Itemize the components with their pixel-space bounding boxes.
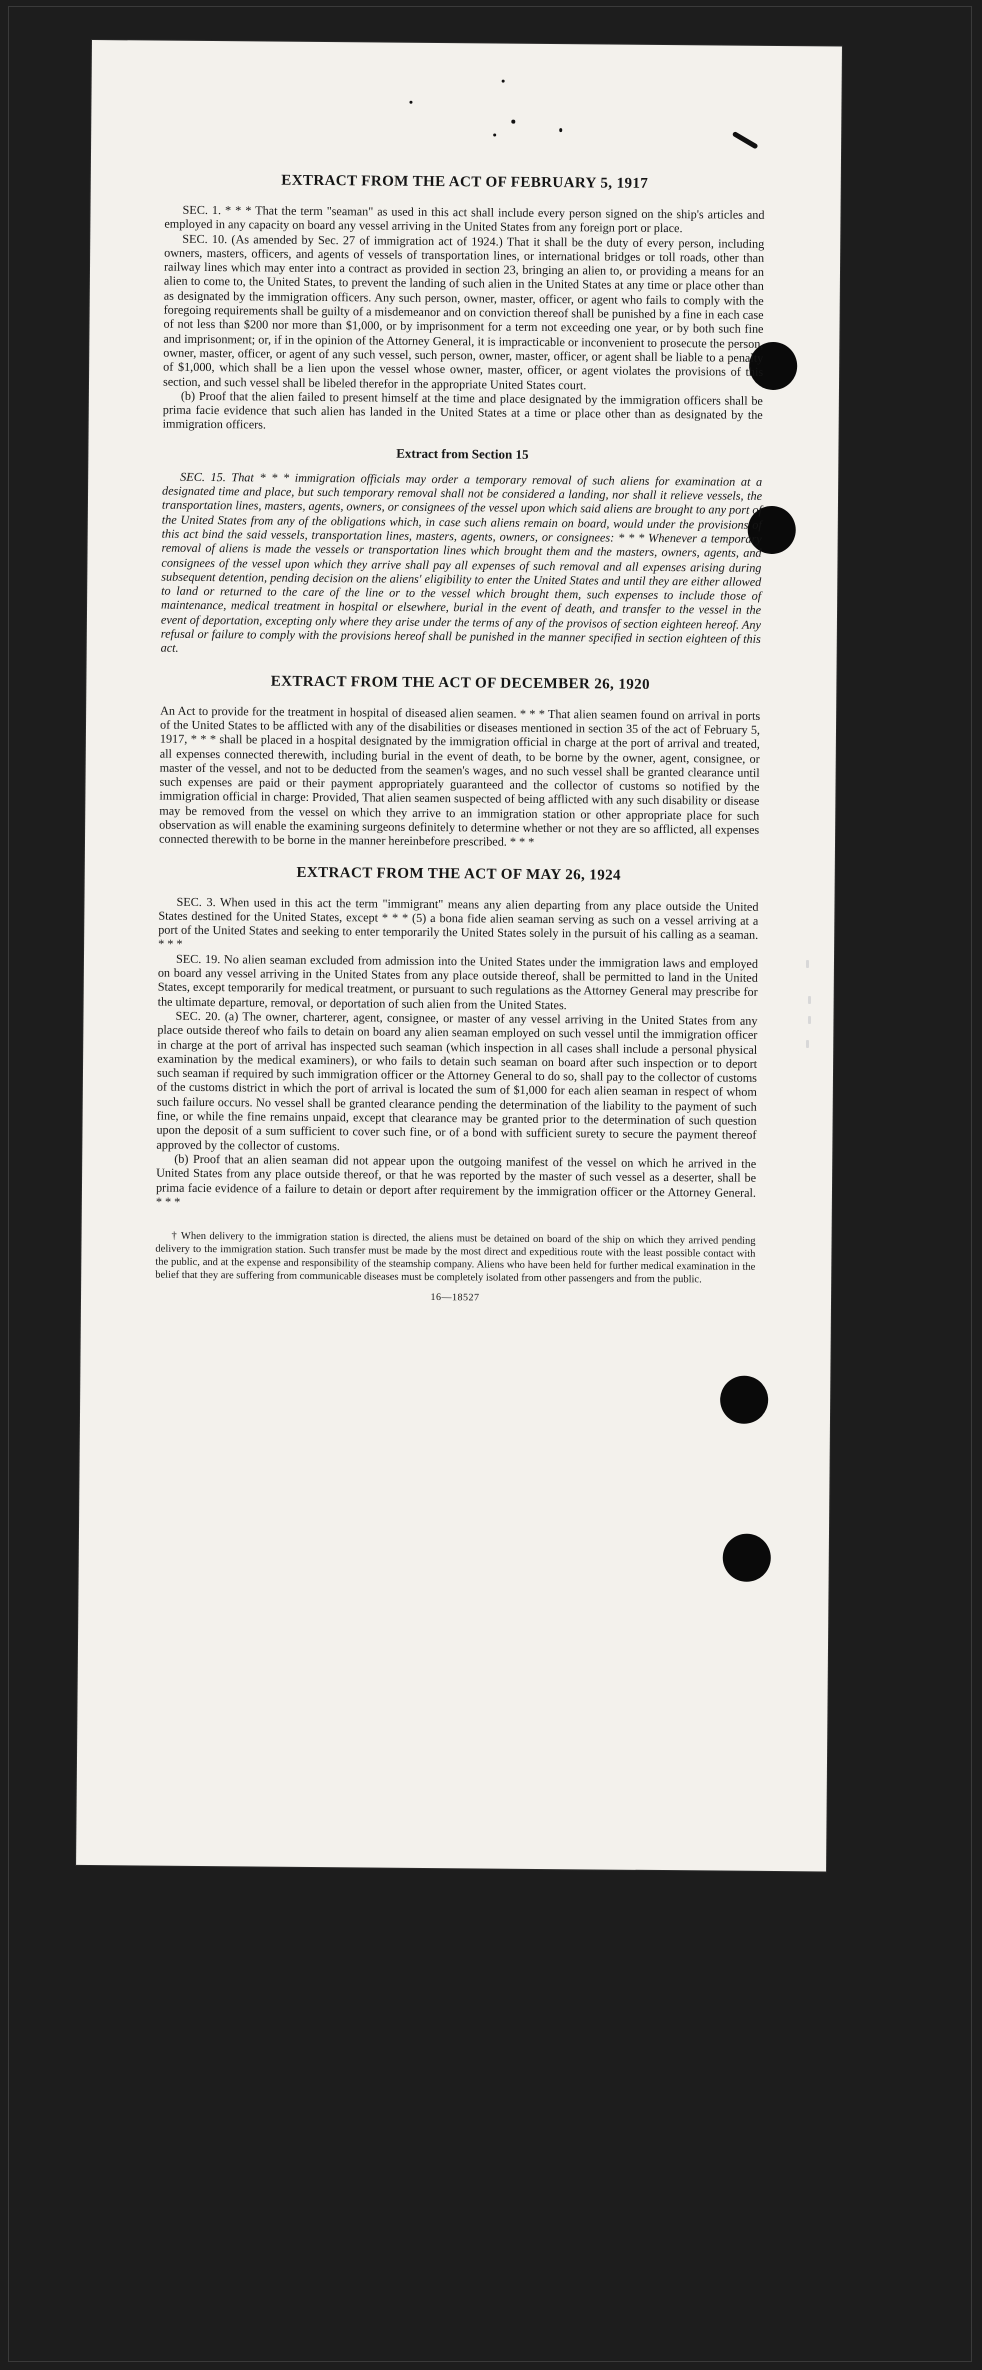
section-heading: EXTRACT FROM THE ACT OF MAY 26, 1924	[296, 864, 622, 884]
dust-speck	[511, 120, 515, 124]
binder-hole	[723, 1534, 771, 1582]
section-extract-section-15	[161, 443, 763, 660]
paragraph: SEC. 3. When used in this act the term "immigrant" means any alien departing from any place outside the United States destined for the United States, except * * * (5) a bona fide alien seaman serving as such on a vessel arriving at a port of the United States and seeking to enter temporarily the United States solely in the pursuit of his calling as a seaman. * * *	[158, 894, 759, 952]
section-act-dec-1920	[159, 671, 761, 851]
document-content	[155, 171, 765, 1306]
paragraph: (b) Proof that an alien seaman did not appear upon the outgoing manifest of the vessel on which he arrived in the United States from any place outside thereof, or that he was reported by the master of such vessel as a deserter, shall be prima facie evidence of a failure to detain or deport after requirement by the immigration officer or the Attorney General. * * *	[155, 1151, 757, 1209]
dust-speck	[559, 128, 562, 132]
paragraph: SEC. 19. No alien seaman excluded from admission into the United States under the immigration laws and employed on board any vessel arriving in the United States from any place outside thereof, shall be permitted to land in the United States, except temporarily for medical treatment, or pursuant to such regulations as the Attorney General may prescribe for the ultimate departure, removal, or deportation of such alien from the United States.	[157, 951, 759, 1012]
binder-hole	[720, 1376, 768, 1424]
section-act-may-1924	[156, 862, 759, 1214]
section-act-feb-1917	[163, 171, 765, 437]
paragraph: SEC. 15. That * * * immigration officials may order a temporary removal of such aliens for examination at a designated time and place, but such temporary removal shall not be considered a landing, nor shall it relieve vessels, the transportation lines, masters, agents, owners, or consignees of the vessel upon which said aliens are brought to any port of the United States from any of the obligations which, in case such aliens remain on board, would under the provisions of this act bind the said vessels, transportation lines, masters, agents, owners, or consignees: * * * Whenever a temporary removal of aliens is made the vessels or transportation lines which brought them and the masters, owners, agents, and consignees of the vessel upon which they arrive shall pay all expenses of such removal and all expenses arising during subsequent detention, pending decision on the aliens' eligibility to enter the United States and until they are either allowed to land or returned to the care of the line or to the vessel which brought them, such expenses to include those of maintenance, medical treatment in hospital or elsewhere, burial in the event of death, and transfer to the vessel in the event of deportation, excepting only where they arise under the terms of any of the provisos of section eighteen hereof. Any refusal or failure to comply with the provisions hereof shall be punished in the manner specified in section eighteen of this act.	[160, 469, 763, 656]
dust-speck	[409, 101, 412, 104]
paragraph: SEC. 1. * * * That the term "seaman" as used in this act shall include every person signed on the ship's articles and employed in any capacity on board any vessel arriving in the United States from any foreign port or place.	[164, 202, 765, 236]
dust-speck	[493, 134, 496, 137]
section-heading: EXTRACT FROM THE ACT OF DECEMBER 26, 1920	[270, 673, 651, 693]
page-code: 16—18527	[430, 1292, 480, 1304]
paragraph: SEC. 10. (As amended by Sec. 27 of immigration act of 1924.) That it shall be the duty of every person, including owners, masters, officers, and agents of vessels of transportation lines, or international bridges or toll roads, other than railway lines which may enter into a contract as provided in section 23, bringing an alien to, or providing a means for an alien to come to, the United States, to prevent the landing of such alien in the United States at any time or place other than as designated by the immigration officers. Any such person, owner, master, officer, or agent who fails to comply with the foregoing requirements shall be guilty of a misdemeanor and on conviction thereof shall be punished by a fine in each case of not less than $200 nor more than $1,000, or by imprisonment for a term not exceeding one year, or by both such fine and imprisonment; or, if in the opinion of the Attorney General, it is impracticable or inconvenient to prosecute the person, owner, master, officer, or agent of any such vessel, such person, owner, master, officer, or agent shall be liable to a penalty of $1,000, which shall be a lien upon the vessel whose owner, master, officer, or agent violates the provisions of this section, and such vessel shall be libeled therefor in the appropriate United States court.	[162, 231, 765, 392]
paragraph: (b) Proof that the alien failed to present himself at the time and place designated by the immigration officers shall be prima facie evidence that such alien has landed in the United States at a time or place other than as designated by the immigration officers.	[162, 388, 763, 432]
section-subheading: Extract from Section 15	[396, 445, 529, 462]
footnote: † When delivery to the immigration station is directed, the aliens must be detained on board of the ship on which they arrived pending delivery to the immigration station. Such transfer must be made by the most direct and expeditious route with the least possible contact with the public, and at the expense and responsibility of the steamship company. Aliens who have been held for further medical examination in the belief that they are suffering from communicable diseases must be completely isolated from other passengers and from the public.	[155, 1230, 756, 1285]
dust-speck	[502, 80, 505, 83]
section-heading: EXTRACT FROM THE ACT OF FEBRUARY 5, 1917	[281, 172, 649, 192]
paragraph: An Act to provide for the treatment in hospital of diseased alien seamen. * * * That alien seamen found on arrival in ports of the United States to be afflicted with any of the disabilities or diseases mentioned in section 35 of the act of February 5, 1917, * * * shall be placed in a hospital designated by the immigration official in charge at the port of arrival and treated, all expenses connected therewith, including burial in the event of death, to be borne by the owner, agent, consignee, or master of the vessel, and not to be deducted from the seamen's wages, and no such vessel shall be granted clearance until such expenses are paid or their payment appropriately guaranteed and the collector of customs so notified by the immigration official in charge: Provided, That alien seamen suspected of being afflicted with any such disability or disease may be removed from the vessel on which they arrive to an immigration station or other appropriate place for such observation as will enable the examining surgeons definitely to determine whether or not they are so afflicted, all expenses connected therewith to be borne in the manner hereinbefore prescribed. * * *	[158, 703, 761, 850]
edge-mark	[806, 960, 809, 968]
document-page	[76, 40, 842, 1871]
dust-speck	[732, 131, 759, 150]
edge-mark	[808, 1016, 811, 1024]
paragraph: SEC. 20. (a) The owner, charterer, agent, consignee, or master of any vessel arriving in the United States from any place outside thereof who fails to detain on board any alien seaman employed on such vessel until the immigration officer in charge at the port of arrival has inspected such seaman (which inspection in all cases shall include a personal physical examination by the medical examiners), or who fails to detain such seaman on board after such inspection or to deport such seaman if required by such immigration officer or the Attorney General to do so, shall pay to the collector of customs of the customs district in which the port of arrival is located the sum of $1,000 for each alien seaman in respect of whom such failure occurs. No vessel shall be granted clearance pending the determination of the liability to the payment of such fine, or while the fine remains unpaid, except that clearance may be granted prior to the determination of such question upon the deposit of a sum sufficient to cover such fine, or of a bond with sufficient surety to secure the payment thereof approved by the collector of customs.	[156, 1008, 758, 1153]
edge-mark	[808, 996, 811, 1004]
edge-mark	[806, 1040, 809, 1048]
